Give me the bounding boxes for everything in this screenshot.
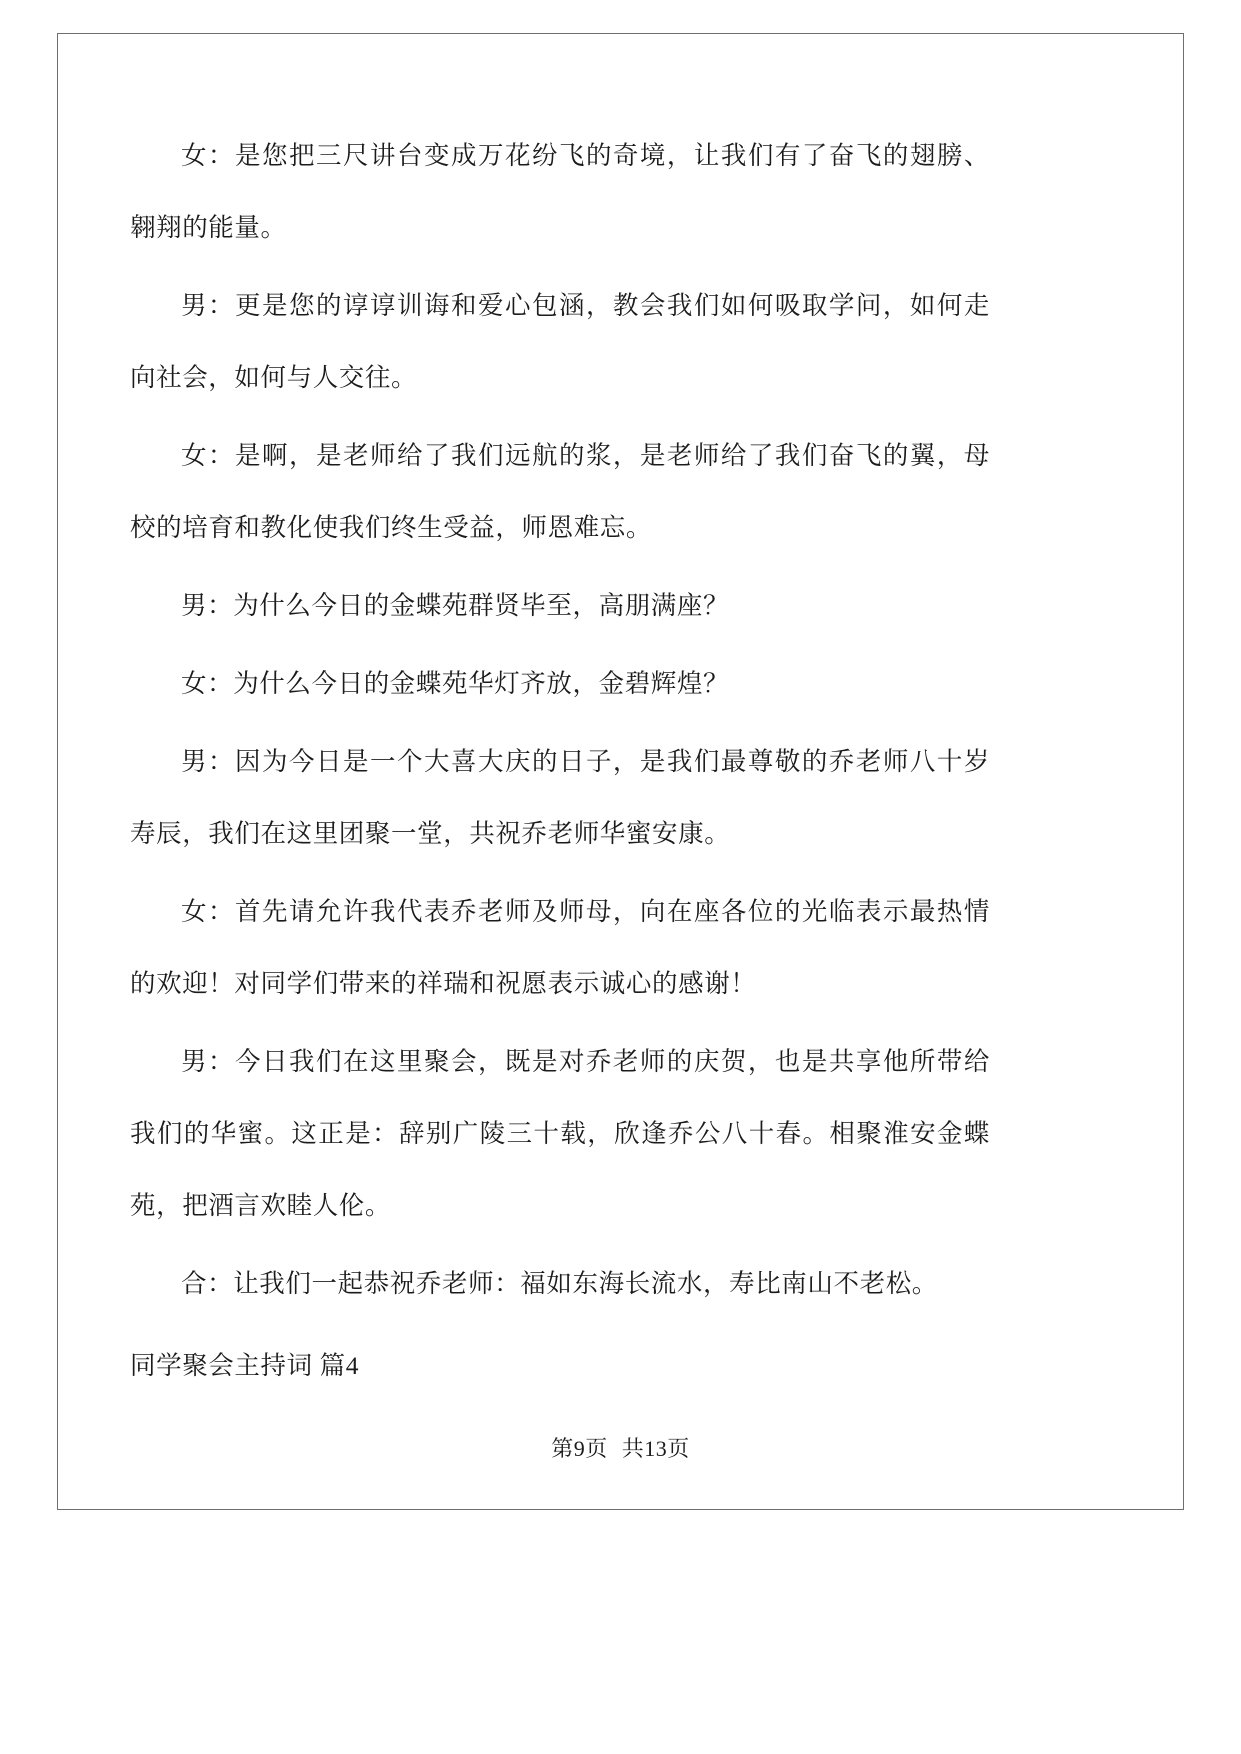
paragraph: 合：让我们一起恭祝乔老师：福如东海长流水，寿比南山不老松。 <box>181 1269 938 1298</box>
section-heading: 同学聚会主持词 篇4 <box>130 1351 360 1380</box>
paragraph: 女：是您把三尺讲台变成万花纷飞的奇境，让我们有了奋飞的翅膀、翱翔的能量。 <box>130 141 990 242</box>
footer-current-page: 第9页 <box>551 1436 608 1461</box>
paragraph: 女：为什么今日的金蝶苑华灯齐放，金碧辉煌？ <box>181 669 730 698</box>
footer-total-pages: 共13页 <box>621 1436 690 1461</box>
paragraph: 男：今日我们在这里聚会，既是对乔老师的庆贺，也是共享他所带给我们的华蜜。这正是：辞别广陵三十载，欣逢乔公八十春。相聚淮安金蝶苑，把酒言欢睦人伦。 <box>130 1047 990 1220</box>
paragraph: 女：首先请允许我代表乔老师及师母，向在座各位的光临表示最热情的欢迎！对同学们带来的祥瑞和祝愿表示诚心的感谢！ <box>130 897 990 998</box>
paragraph: 男：因为今日是一个大喜大庆的日子，是我们最尊敬的乔老师八十岁寿辰，我们在这里团聚一堂，共祝乔老师华蜜安康。 <box>130 747 990 848</box>
paragraph: 女：是啊，是老师给了我们远航的浆，是老师给了我们奋飞的翼，母校的培育和教化使我们终生受益，师恩难忘。 <box>130 441 990 542</box>
paragraph: 男：更是您的谆谆训诲和爱心包涵，教会我们如何吸取学问，如何走向社会，如何与人交往。 <box>130 291 990 392</box>
page-footer <box>0 1432 1241 1463</box>
document-body <box>130 120 990 1402</box>
paragraph: 男：为什么今日的金蝶苑群贤毕至，高朋满座？ <box>181 591 730 620</box>
